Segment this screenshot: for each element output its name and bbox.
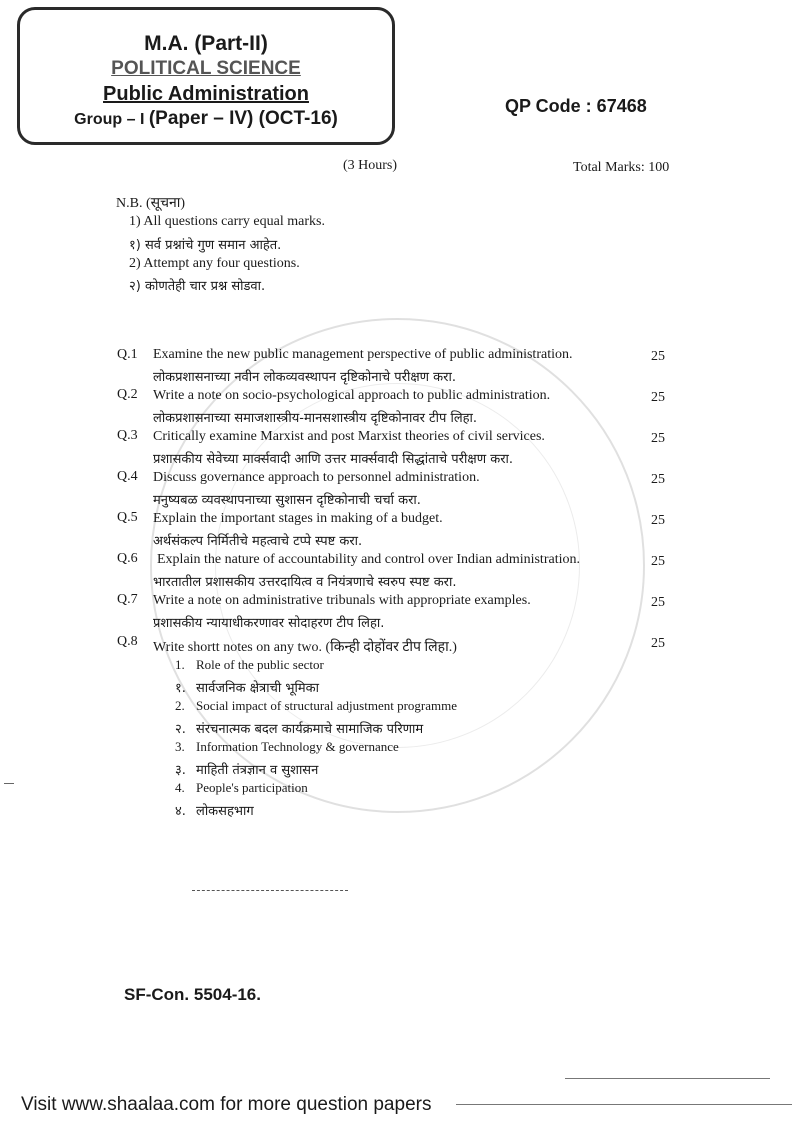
instruction-line: १) सर्व प्रश्नांचे गुण समान आहेत.: [129, 238, 282, 253]
sub-item-text-marathi: सार्वजनिक क्षेत्राची भूमिका: [196, 681, 319, 696]
subject-title: POLITICAL SCIENCE: [111, 58, 301, 79]
sub-item-number: 3.: [175, 739, 185, 754]
question-text-marathi: लोकप्रशासनाच्या समाजशास्त्रीय-मानसशास्त्रीय दृष्टिकोनावर टीप लिहा.: [153, 411, 478, 426]
question-text-marathi: लोकप्रशासनाच्या नवीन लोकव्यवस्थापन दृष्टिकोनाचे परीक्षण करा.: [153, 370, 456, 385]
sub-item-number-marathi: ४.: [175, 804, 186, 819]
question-marks: 25: [651, 390, 665, 405]
sub-item-number: 4.: [175, 780, 185, 795]
sub-item-text: Role of the public sector: [196, 657, 324, 672]
question-marks: 25: [651, 554, 665, 569]
paper-title: Public Administration: [103, 83, 309, 105]
question-marks: 25: [651, 431, 665, 446]
question-text: Discuss governance approach to personnel administration.: [153, 470, 480, 485]
question-number: Q.6: [117, 551, 138, 566]
sub-item-number-marathi: २.: [175, 722, 186, 737]
instruction-line: 2) Attempt any four questions.: [129, 256, 300, 271]
instructions-heading: N.B. (सूचना): [116, 196, 186, 211]
paper-label: (Paper – IV) (OCT-16): [148, 108, 338, 129]
question-number: Q.8: [117, 634, 138, 649]
sub-item-number-marathi: ३.: [175, 763, 186, 778]
question-marks: 25: [651, 636, 665, 651]
question-marks: 25: [651, 349, 665, 364]
instruction-line: २) कोणतेही चार प्रश्न सोडवा.: [129, 279, 266, 294]
sub-item-text-marathi: लोकसहभाग: [196, 804, 254, 819]
footer-rule: [565, 1078, 770, 1079]
sub-item-text: People's participation: [196, 780, 308, 795]
question-text-marathi: अर्थसंकल्प निर्मितीचे महत्वाचे टप्पे स्पष्ट करा.: [153, 534, 363, 549]
paper-code: SF-Con. 5504-16.: [124, 985, 261, 1004]
question-number: Q.7: [117, 592, 138, 607]
footer-note: Visit www.shaalaa.com for more question papers: [21, 1094, 432, 1115]
total-marks: Total Marks: 100: [573, 160, 670, 175]
question-text: Critically examine Marxist and post Marxist theories of civil services.: [153, 429, 545, 444]
duration: (3 Hours): [343, 158, 398, 173]
question-marks: 25: [651, 472, 665, 487]
question-text: Examine the new public management perspective of public administration.: [153, 347, 573, 362]
question-marks: 25: [651, 595, 665, 610]
question-number: Q.3: [117, 428, 138, 443]
title-box: [17, 7, 395, 145]
scan-mark: [4, 783, 14, 784]
sub-item-text-marathi: माहिती तंत्रज्ञान व सुशासन: [196, 763, 319, 778]
sub-item-text: Social impact of structural adjustment programme: [196, 698, 458, 713]
end-divider: [192, 890, 348, 891]
question-text-marathi: मनुष्यबळ व्यवस्थापनाच्या सुशासन दृष्टिकोनाची चर्चा करा.: [153, 493, 421, 508]
course-title: M.A. (Part-II): [144, 32, 268, 55]
sub-item-text-marathi: संरचनात्मक बदल कार्यक्रमाचे सामाजिक परिणाम: [196, 722, 424, 737]
question-number: Q.1: [117, 347, 138, 362]
sub-item-text: Information Technology & governance: [196, 739, 399, 754]
sub-item-number-marathi: १.: [175, 681, 186, 696]
group-label: Group – I: [74, 111, 145, 128]
instruction-line: 1) All questions carry equal marks.: [129, 214, 325, 229]
question-marks: 25: [651, 513, 665, 528]
group-paper-line: [20, 108, 392, 130]
question-number: Q.5: [117, 510, 138, 525]
question-text-marathi: भारतातील प्रशासकीय उत्तरदायित्व व नियंत्रणाचे स्वरुप स्पष्ट करा.: [153, 575, 457, 590]
question-text: Explain the nature of accountability and control over Indian administration.: [157, 552, 580, 567]
question-text-marathi: प्रशासकीय सेवेच्या मार्क्सवादी आणि उत्तर मार्क्सवादी सिद्धांताचे परीक्षण करा.: [153, 452, 514, 467]
sub-item-number: 2.: [175, 698, 185, 713]
question-text: Write shortt notes on any two. (किन्ही दोहोंवर टीप लिहा.): [153, 640, 457, 655]
question-text: Explain the important stages in making of a budget.: [153, 511, 443, 526]
question-text: Write a note on socio-psychological approach to public administration.: [153, 388, 551, 403]
question-number: Q.4: [117, 469, 138, 484]
question-number: Q.2: [117, 387, 138, 402]
qp-code: QP Code : 67468: [505, 96, 647, 116]
question-text: Write a note on administrative tribunals with appropriate examples.: [153, 593, 531, 608]
sub-item-number: 1.: [175, 657, 185, 672]
footer-rule: [456, 1104, 792, 1105]
question-text-marathi: प्रशासकीय न्यायाधीकरणावर सोदाहरण टीप लिहा.: [153, 616, 385, 631]
